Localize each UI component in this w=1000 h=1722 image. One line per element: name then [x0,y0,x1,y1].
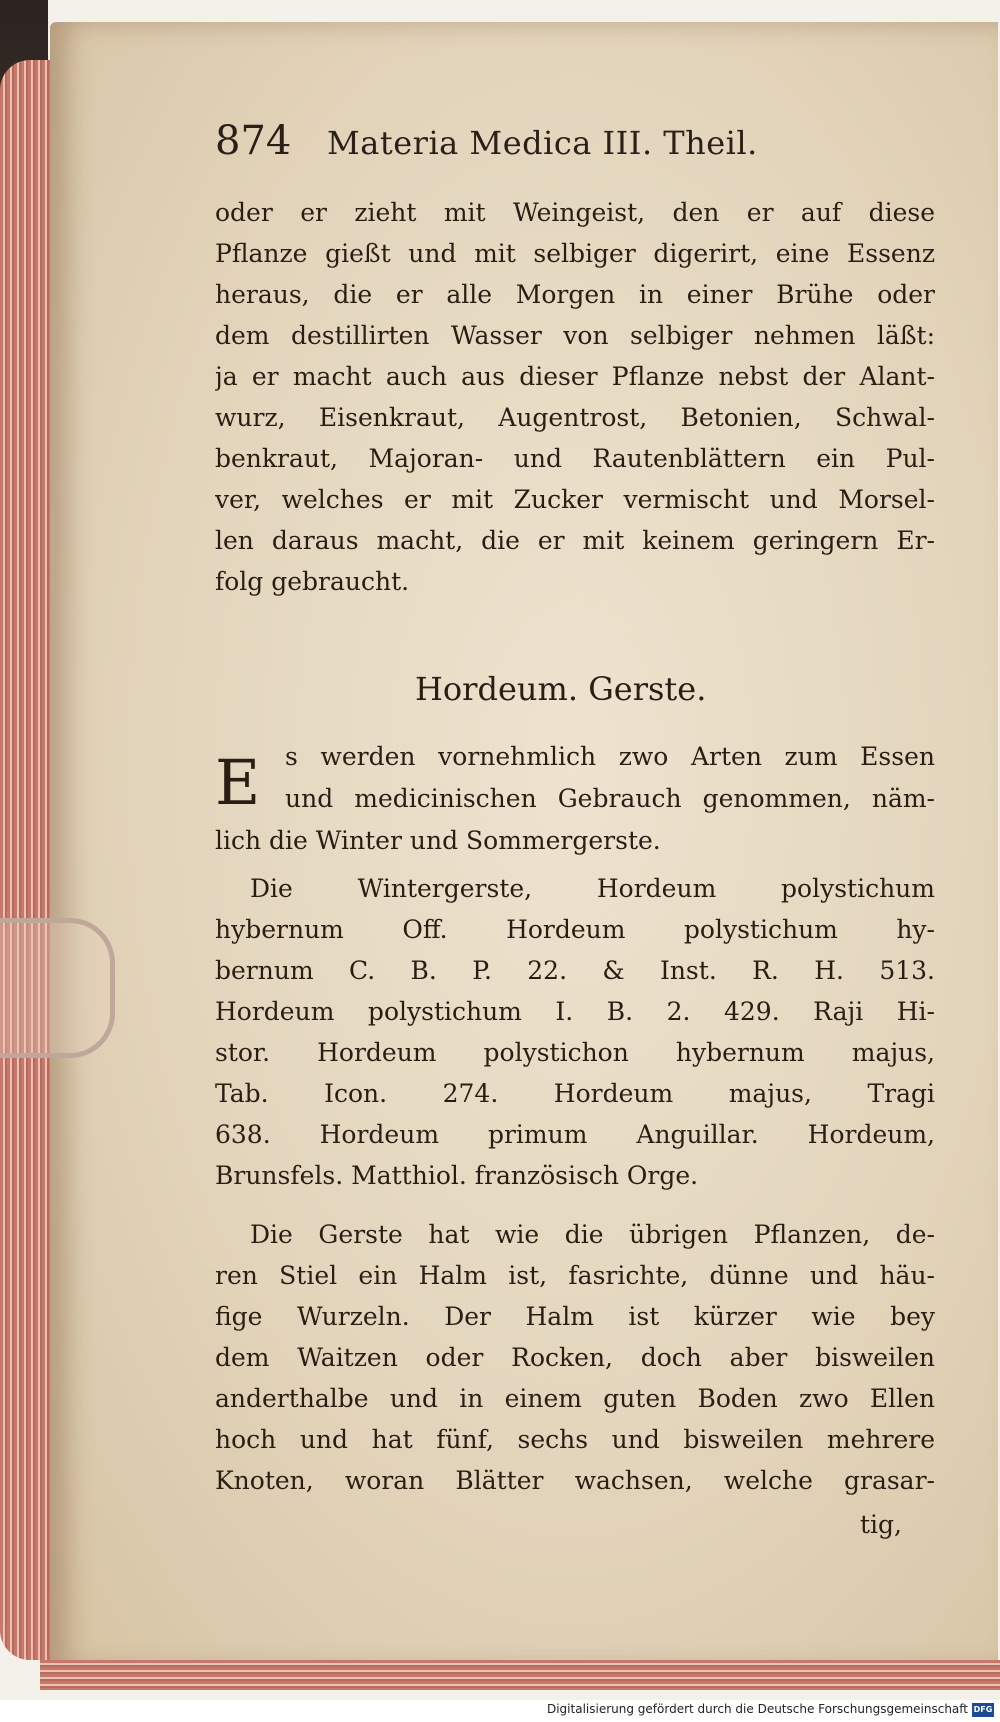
text-line: und medicinischen Gebrauch genommen, näm- [285,784,935,813]
text-line: lich die Winter und Sommergerste. [215,826,661,855]
section-heading: Hordeum. Gerste. [415,670,707,708]
catchword: tig, [860,1510,902,1539]
text-line: wurz, Eisenkraut, Augentrost, Betonien, Schwal- [215,403,935,432]
digitization-footer [0,1700,1000,1722]
text-line: Brunsfels. Matthiol. französisch Orge. [215,1161,699,1190]
text-line: 638. Hordeum primum Anguillar. Hordeum, [215,1120,935,1149]
text-line: dem destillirten Wasser von selbiger nehmen läßt: [215,321,935,350]
text-line: len daraus macht, die er mit keinem geringern Er- [215,526,935,555]
footer-credit: Digitalisierung gefördert durch die Deutsche Forschungsgemeinschaft [546,1702,968,1716]
text-line: bernum C. B. P. 22. & Inst. R. H. 513. [215,956,935,985]
page-stack-bottom [40,1660,1000,1690]
text-line: s werden vornehmlich zwo Arten zum Essen [285,742,935,771]
text-line: hybernum Off. Hordeum polystichum hy- [215,915,935,944]
text-line: Tab. Icon. 274. Hordeum majus, Tragi [215,1079,935,1108]
dfg-logo-icon: DFG [972,1703,994,1717]
running-title: Materia Medica III. Theil. [327,124,758,162]
text-line: ja er macht auch aus dieser Pflanze nebst der Alant- [215,362,935,391]
book-clasp [0,918,115,1058]
text-line: anderthalbe und in einem guten Boden zwo Ellen [215,1384,935,1413]
text-line: heraus, die er alle Morgen in einer Brühe oder [215,280,935,309]
text-line: stor. Hordeum polystichon hybernum majus, [215,1038,935,1067]
text-line: Die Gerste hat wie die übrigen Pflanzen, de- [250,1220,935,1249]
text-line: ver, welches er mit Zucker vermischt und Morsel- [215,485,935,514]
text-line: Hordeum polystichum I. B. 2. 429. Raji Hi- [215,997,935,1026]
text-line: ren Stiel ein Halm ist, fasrichte, dünne und häu- [215,1261,935,1290]
drop-cap: E [215,746,261,819]
text-line: fige Wurzeln. Der Halm ist kürzer wie bey [215,1302,935,1331]
text-line: benkraut, Majoran- und Rautenblättern ein Pul- [215,444,935,473]
text-line: oder er zieht mit Weingeist, den er auf diese [215,198,935,227]
page-number: 874 [215,118,292,164]
text-line: hoch und hat fünf, sechs und bisweilen mehrere [215,1425,935,1454]
text-line: dem Waitzen oder Rocken, doch aber bisweilen [215,1343,935,1372]
text-line: folg gebraucht. [215,567,410,596]
page-header [215,118,855,178]
text-line: Pflanze gießt und mit selbiger digerirt, eine Essenz [215,239,935,268]
text-line: Knoten, woran Blätter wachsen, welche grasar- [215,1466,935,1495]
text-line: Die Wintergerste, Hordeum polystichum [250,874,935,903]
